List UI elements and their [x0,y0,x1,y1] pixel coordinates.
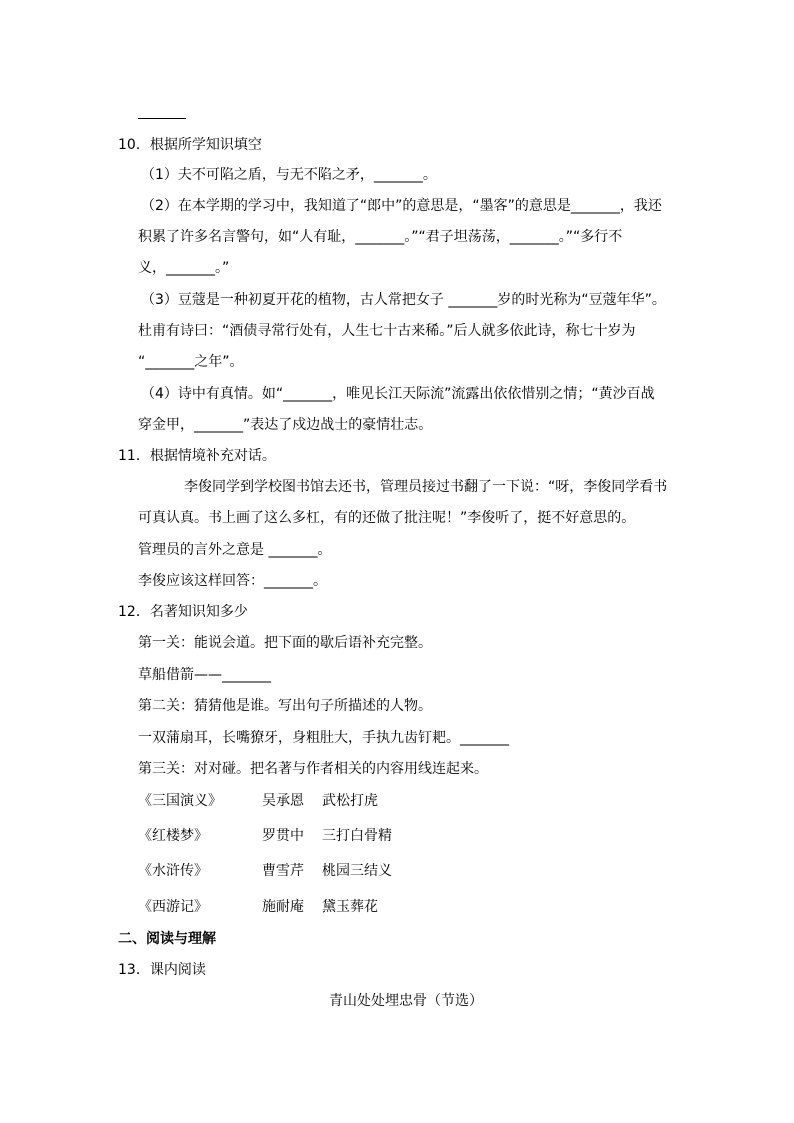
author-name: 罗贯中 [262,828,304,844]
q10-part1: （1）夫不可陷之盾，与无不陷之矛，_______。 [141,167,437,183]
author-name: 曹雪芹 [262,863,304,879]
top-answer-blank [138,118,186,119]
q10-part2-line1: （2）在本学期的学习中，我知道了“郎中”的意思是，“墨客”的意思是_______，我还 [141,198,662,214]
story-title: 三打白骨精 [322,828,392,844]
q10-part3-line3: “_______之年”。 [138,354,244,370]
q10-part4-line1: （4）诗中有真情。如“_______，唯见长江天际流”流露出依依惜别之情；“黄沙百战 [141,386,655,402]
q11-title: 11．根据情境补充对话。 [118,448,276,464]
q13-title: 13．课内阅读 [118,962,206,978]
q10-part3-line2: 杜甫有诗曰：“酒债寻常行处有，人生七十古来稀。”后人就多依此诗，称七十岁为 [138,323,636,339]
passage-title: 青山处处埋忠骨（节选） [329,993,483,1009]
q12-level1: 第一关：能说会道。把下面的歇后语补充完整。 [138,635,432,651]
q11-question1: 管理员的言外之意是 _______。 [138,542,332,558]
q10-part2-line3: 义，_______。” [138,260,230,276]
author-name: 施耐庵 [262,899,304,915]
q12-level3: 第三关：对对碰。把名著与作者相关的内容用线连起来。 [138,761,488,777]
q10-part2-line2: 积累了许多名言警句，如“人有耻，_______。”“君子坦荡荡，_______。”“多行不 [138,229,623,245]
q10-title: 10．根据所学知识填空 [118,137,262,153]
q12-level2-item: 一双蒲扇耳，长嘴獠牙，身粗肚大，手执九齿钉耙。_______ [138,730,509,746]
q11-question2: 李俊应该这样回答：_______。 [138,573,327,589]
story-title: 黛玉葬花 [322,899,378,915]
story-title: 武松打虎 [322,793,378,809]
book-title: 《红楼梦》 [138,828,208,844]
story-title: 桃园三结义 [322,863,392,879]
q11-story-line2: 可真认真。书上画了这么多杠，有的还做了批注呢！”李俊听了，挺不好意思的。 [138,510,636,526]
q12-level1-item: 草船借箭——_______ [138,667,271,683]
book-title: 《三国演义》 [138,793,222,809]
author-name: 吴承恩 [262,793,304,809]
q10-part3-line1: （3）豆蔻是一种初夏开花的植物，古人常把女子 _______岁的时光称为“豆蔻年华”。 [141,292,666,308]
book-title: 《西游记》 [138,899,208,915]
q10-part4-line2: 穿金甲，_______”表达了戍边战士的豪情壮志。 [138,417,433,433]
book-title: 《水浒传》 [138,863,208,879]
q11-story-line1: 李俊同学到学校图书馆去还书，管理员接过书翻了一下说：“呀，李俊同学看书 [184,479,668,495]
section-heading: 二、阅读与理解 [118,931,216,947]
q12-title: 12．名著知识知多少 [118,604,248,620]
q12-level2: 第二关：猜猜他是谁。写出句子所描述的人物。 [138,698,432,714]
